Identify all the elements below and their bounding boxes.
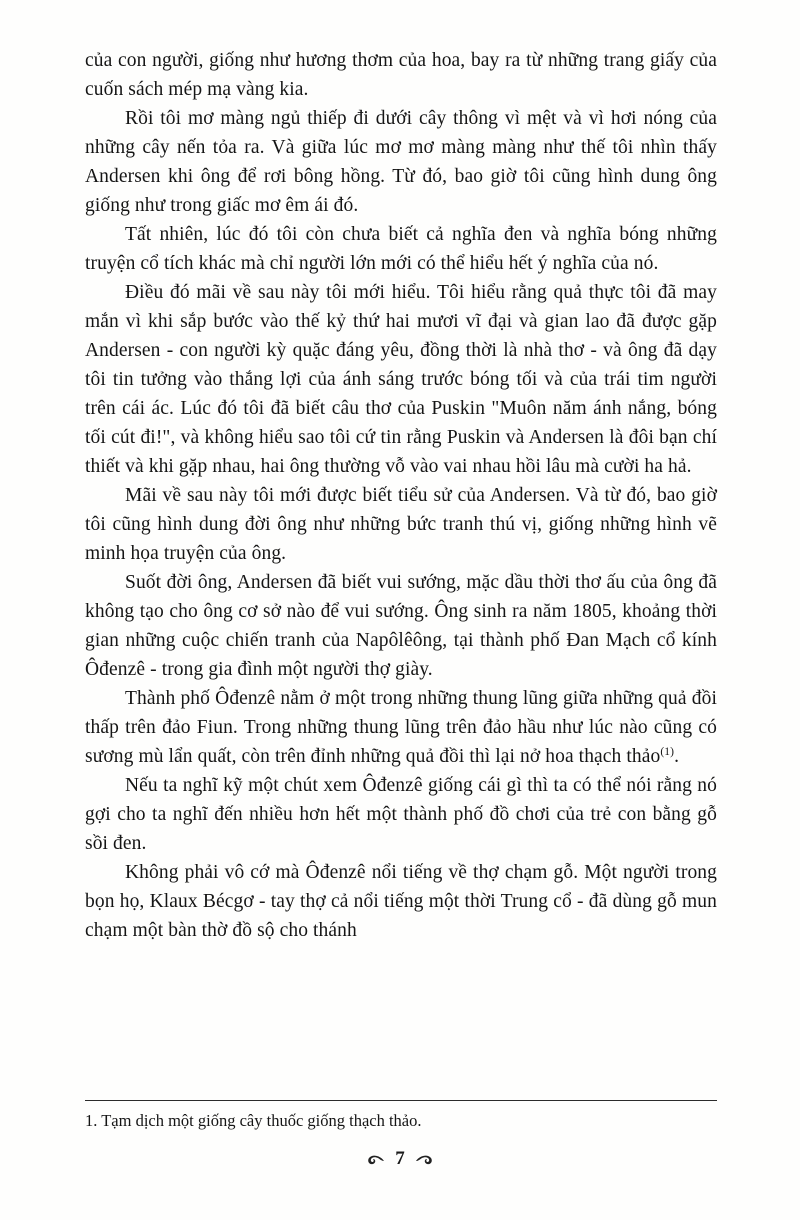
paragraph: Không phải vô cớ mà Ôđenzê nổi tiếng về thợ chạm gỗ. Một người trong bọn họ, Klaux Bécgơ - tay thợ cả nổi tiếng một thời Trung cổ - đã dùng gỗ mun chạm một bàn thờ đồ sộ cho thánh: [85, 862, 717, 941]
page-footer: [0, 1148, 800, 1170]
paragraph: Suốt đời ông, Andersen đã biết vui sướng, mặc dầu thời thơ ấu của ông đã không tạo cho ông cơ sở nào để vui sướng. Ông sinh ra năm 1805, khoảng thời gian những cuộc chiến tranh của Napôlêông, tại thành phố Đan Mạch cổ kính Ôđenzê - trong gia đình một người thợ giày.: [85, 572, 717, 680]
paragraph: Tất nhiên, lúc đó tôi còn chưa biết cả nghĩa đen và nghĩa bóng những truyện cổ tích khác mà chỉ người lớn mới có thể hiểu hết ý nghĩa của nó.: [85, 224, 717, 274]
paragraph-text: .: [674, 746, 680, 767]
paragraph: của con người, giống như hương thơm của hoa, bay ra từ những trang giấy của cuốn sách mép mạ vàng kia.: [85, 50, 717, 100]
paragraph: Mãi về sau này tôi mới được biết tiểu sử của Andersen. Và từ đó, bao giờ tôi cũng hình dung đời ông như những bức tranh thú vị, giống những hình vẽ minh họa truyện của ông.: [85, 485, 717, 564]
footnote-section: [85, 1100, 717, 1132]
fleuron-left-icon: [366, 1152, 386, 1166]
paragraph: [85, 684, 717, 771]
paragraph-text: Thành phố Ôđenzê nằm ở một trong những thung lũng giữa những quả đồi thấp trên đảo Fiun. Trong những thung lũng trên đảo hầu như lúc nào cũng có sương mù lẩn quất, còn trên đỉnh những quả đồi thì lại nở hoa thạch thảo: [85, 688, 717, 767]
page-number: 7: [395, 1148, 405, 1169]
footnote-text: 1. Tạm dịch một giống cây thuốc giống thạch thảo.: [85, 1111, 422, 1130]
footnote-reference: (1): [660, 746, 675, 758]
paragraph: Điều đó mãi về sau này tôi mới hiểu. Tôi hiểu rằng quả thực tôi đã may mắn vì khi sắp bước vào thế kỷ thứ hai mươi vĩ đại và gian lao đã được gặp Andersen - con người kỳ quặc đáng yêu, đồng thời là nhà thơ - và ông đã dạy tôi tin tưởng vào thắng lợi của ánh sáng trước bóng tối và của trái tim người trên cái ác. Lúc đó tôi đã biết câu thơ của Puskin "Muôn năm ánh nắng, bóng tối cút đi!", và không hiểu sao tôi cứ tin rằng Puskin và Andersen là đôi bạn chí thiết và khi gặp nhau, hai ông thường vỗ vào vai nhau hồi lâu mà cười ha hả.: [85, 282, 717, 477]
page-text-block: [85, 46, 717, 945]
paragraph: Nếu ta nghĩ kỹ một chút xem Ôđenzê giống cái gì thì ta có thể nói rằng nó gợi cho ta nghĩ đến nhiều hơn hết một thành phố đồ chơi của trẻ con bằng gỗ sồi đen.: [85, 775, 717, 854]
paragraph: Rồi tôi mơ màng ngủ thiếp đi dưới cây thông vì mệt và vì hơi nóng của những cây nến tỏa ra. Và giữa lúc mơ mơ màng màng như thế tôi nhìn thấy Andersen khi ông để rơi bông hồng. Từ đó, bao giờ tôi cũng hình dung ông giống như trong giấc mơ êm ái đó.: [85, 108, 717, 216]
fleuron-right-icon: [414, 1152, 434, 1166]
